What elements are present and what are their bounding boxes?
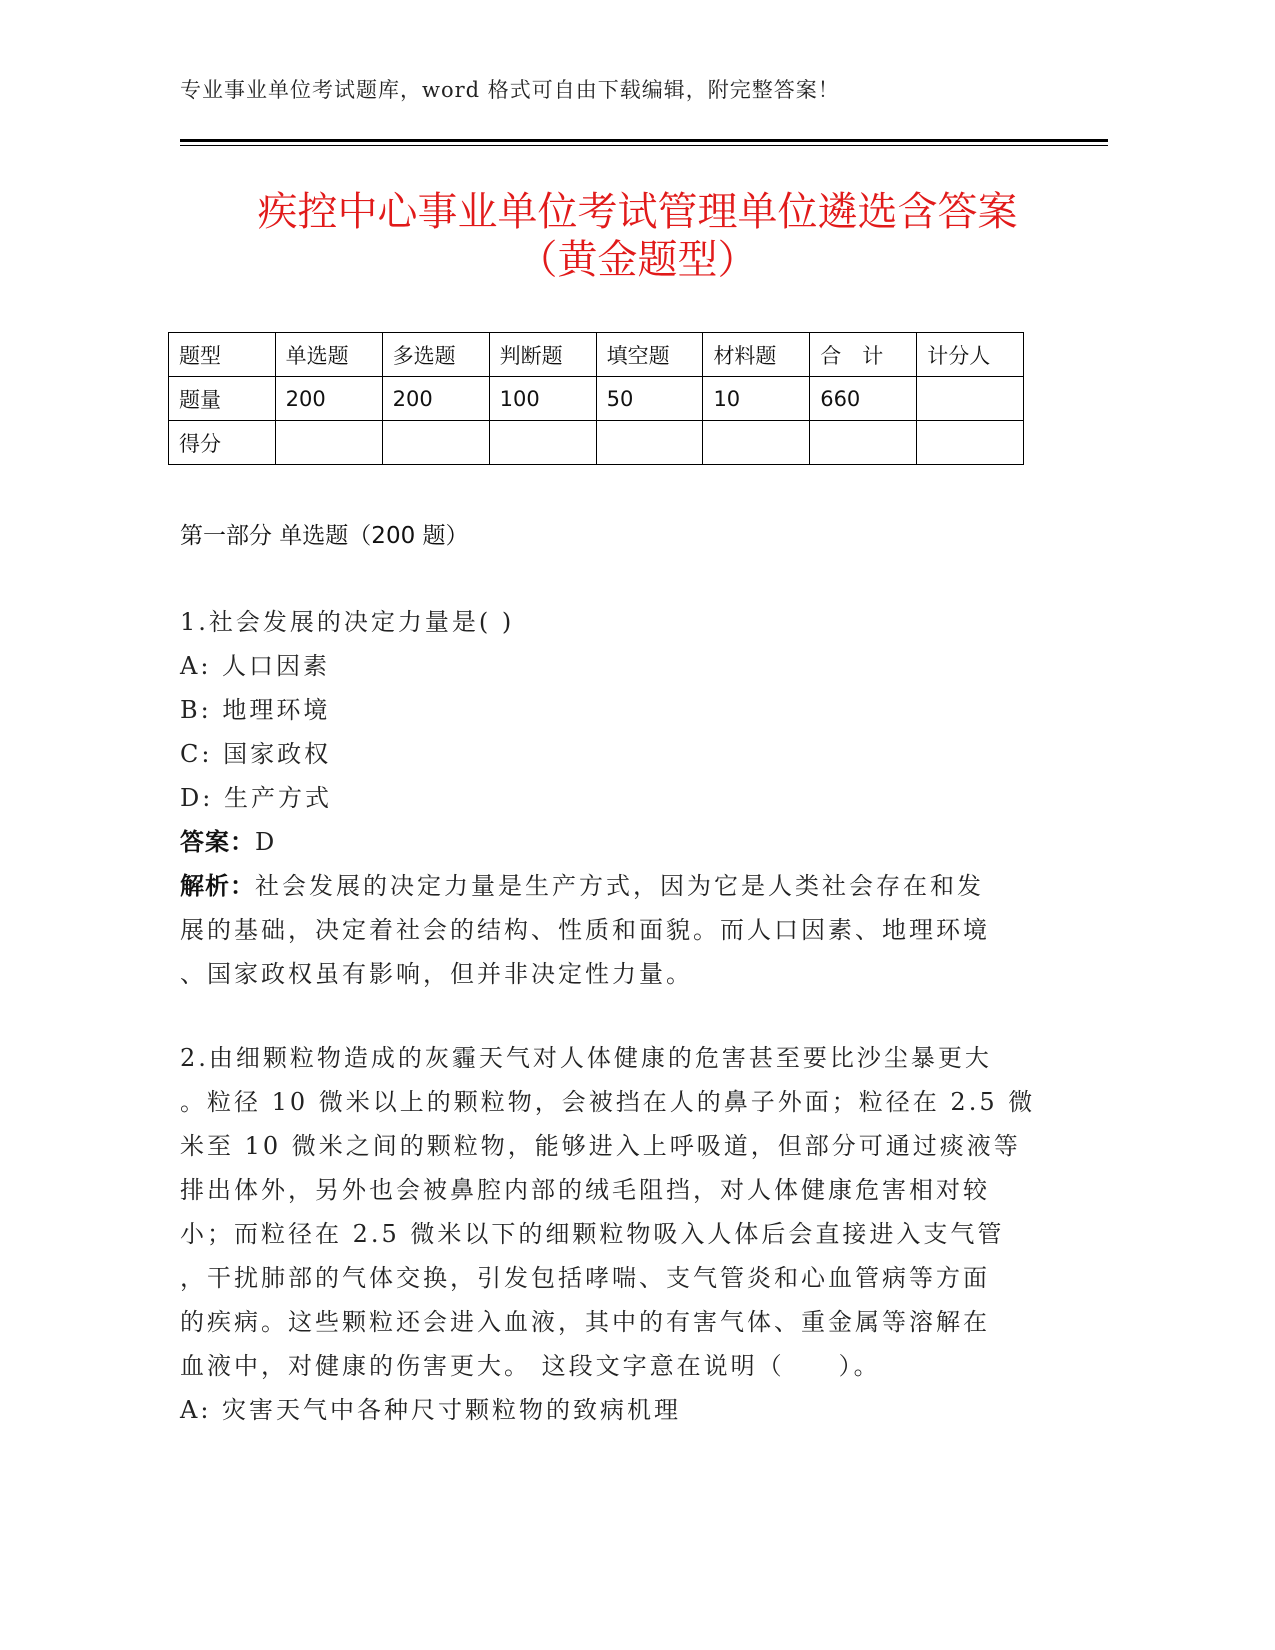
document-title [150, 188, 1125, 284]
table-cell: 200 [382, 377, 489, 421]
table-cell [382, 421, 489, 465]
answer-value: D [255, 828, 278, 856]
question-stem-line: 小；而粒径在 2.5 微米以下的细颗粒物吸入人体后会直接进入支气管 [180, 1220, 1005, 1248]
header-note: 专业事业单位考试题库，word 格式可自由下载编辑，附完整答案！ [180, 78, 840, 102]
answer-label: 答案： [180, 828, 255, 856]
table-cell: 合 计 [810, 333, 917, 377]
option-a: A: 灾害天气中各种尺寸颗粒物的致病机理 [180, 1396, 682, 1424]
answer-line [180, 820, 1030, 864]
table-cell: 题量 [169, 377, 276, 421]
table-cell: 200 [275, 377, 382, 421]
question-stem: 1.社会发展的决定力量是( ) [180, 608, 515, 636]
question-stem-line: 。粒径 10 微米以上的颗粒物，会被挡在人的鼻子外面；粒径在 2.5 微 [180, 1088, 1036, 1116]
table-cell: 题型 [169, 333, 276, 377]
question-stem-line: ，干扰肺部的气体交换，引发包括哮喘、支气管炎和心血管病等方面 [180, 1264, 990, 1292]
table-cell: 10 [703, 377, 810, 421]
header-rule-thin [180, 145, 1108, 146]
table-cell [596, 421, 703, 465]
table-cell [810, 421, 917, 465]
table-cell: 单选题 [275, 333, 382, 377]
score-table-score-row [169, 421, 1024, 465]
score-table-header-row [169, 333, 1024, 377]
table-cell: 材料题 [703, 333, 810, 377]
analysis-line: 展的基础，决定着社会的结构、性质和面貌。而人口因素、地理环境 [180, 916, 990, 944]
question-stem-line: 血液中，对健康的伤害更大。 这段文字意在说明（ ）。 [180, 1352, 881, 1380]
document-title-line-2: （黄金题型） [517, 237, 758, 283]
option-b: B: 地理环境 [180, 696, 331, 724]
table-cell: 100 [489, 377, 596, 421]
table-cell [917, 421, 1024, 465]
question-2 [180, 1036, 1036, 1432]
table-cell [275, 421, 382, 465]
analysis-label: 解析： [180, 872, 255, 900]
table-cell [703, 421, 810, 465]
question-stem-line: 米至 10 微米之间的颗粒物，能够进入上呼吸道，但部分可通过痰液等 [180, 1132, 1021, 1160]
analysis-line [180, 864, 1030, 908]
table-cell: 660 [810, 377, 917, 421]
score-table [168, 332, 1024, 465]
question-stem-line: 的疾病。这些颗粒还会进入血液，其中的有害气体、重金属等溶解在 [180, 1308, 990, 1336]
question-stem-line: 2.由细颗粒物造成的灰霾天气对人体健康的危害甚至要比沙尘暴更大 [180, 1044, 992, 1072]
table-cell: 多选题 [382, 333, 489, 377]
analysis-line: 、国家政权虽有影响，但并非决定性力量。 [180, 960, 693, 988]
section-title: 第一部分 单选题（200 题） [180, 523, 469, 549]
score-table-quantity-row [169, 377, 1024, 421]
table-cell: 填空题 [596, 333, 703, 377]
option-a: A: 人口因素 [180, 652, 331, 680]
table-cell: 50 [596, 377, 703, 421]
option-d: D: 生产方式 [180, 784, 332, 812]
table-cell: 计分人 [917, 333, 1024, 377]
header-rule-thick [180, 139, 1108, 142]
table-cell: 得分 [169, 421, 276, 465]
table-cell [489, 421, 596, 465]
table-cell: 判断题 [489, 333, 596, 377]
document-title-line-1: 疾控中心事业单位考试管理单位遴选含答案 [257, 189, 1018, 235]
table-cell [917, 377, 1024, 421]
question-stem-line: 排出体外，另外也会被鼻腔内部的绒毛阻挡，对人体健康危害相对较 [180, 1176, 990, 1204]
question-1 [180, 600, 1030, 996]
analysis-text: 社会发展的决定力量是生产方式，因为它是人类社会存在和发 [255, 872, 984, 900]
option-c: C: 国家政权 [180, 740, 332, 768]
